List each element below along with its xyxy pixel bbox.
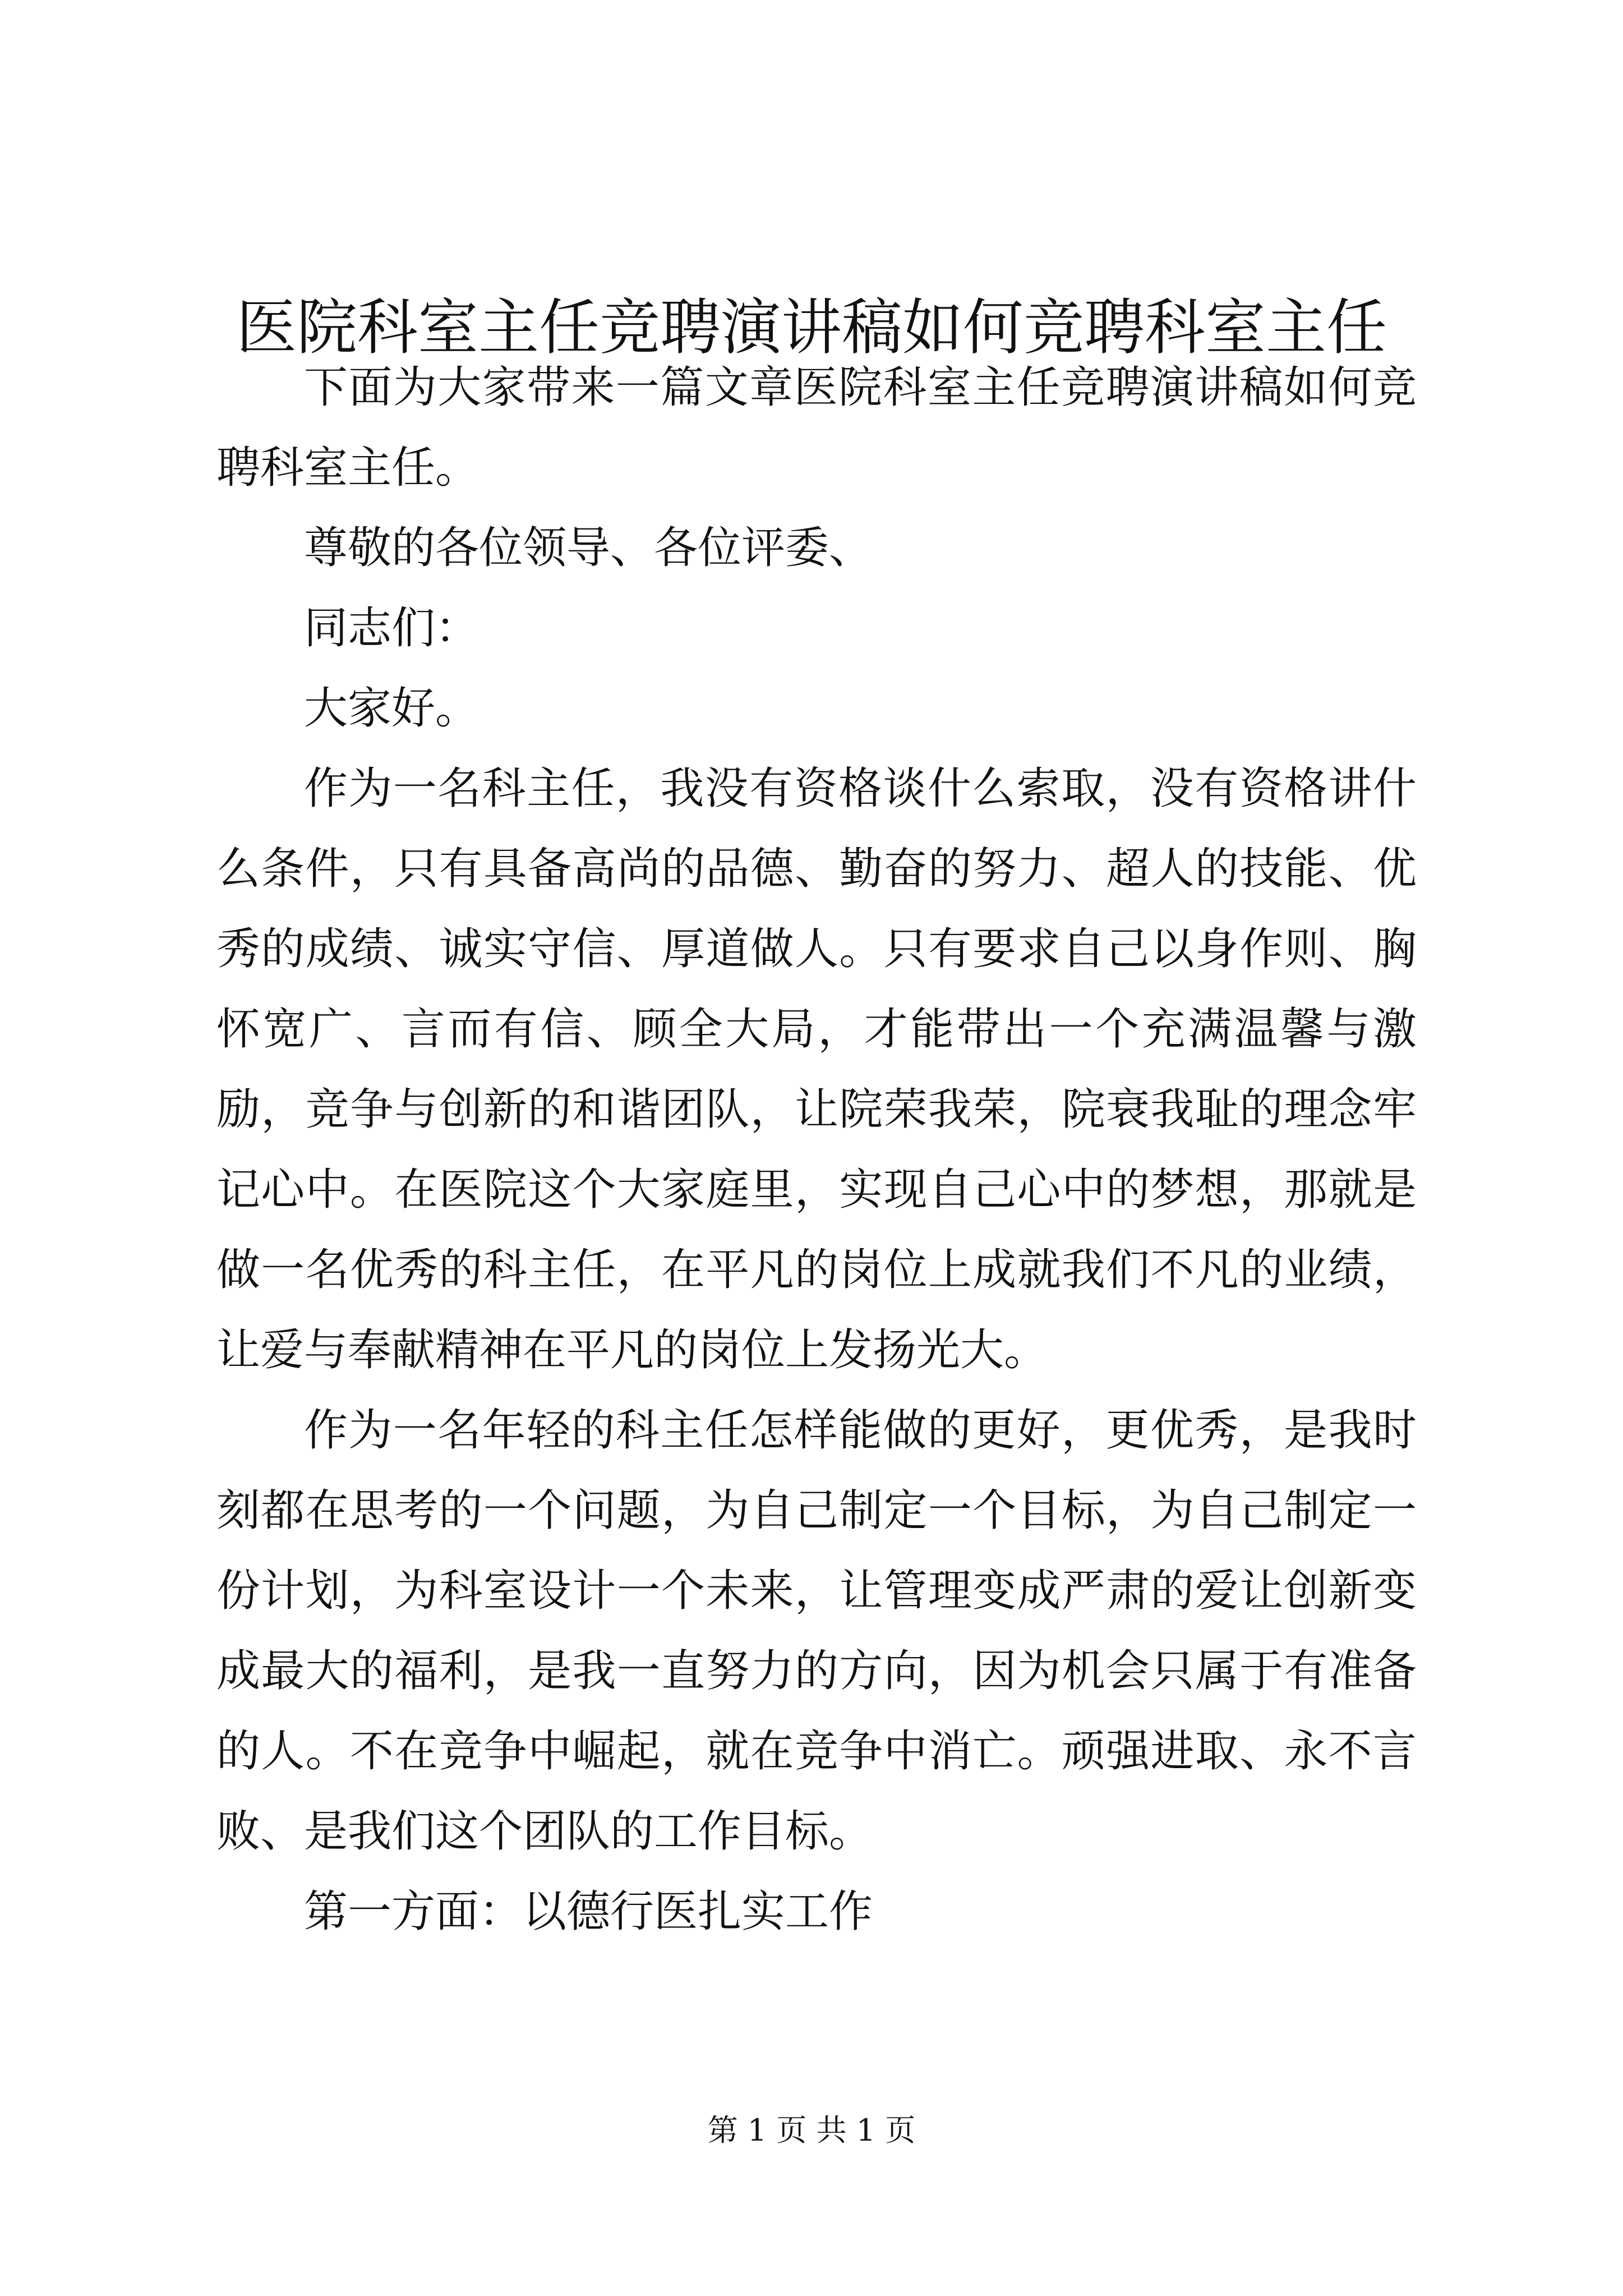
paragraph-section-heading: 第一方面：以德行医扎实工作: [304, 1887, 873, 1937]
page-title: 医院科室主任竞聘演讲稿如何竞聘科室主任: [236, 293, 1387, 363]
document-body: [216, 348, 1417, 1952]
paragraph-intro: 下面为大家带来一篇文章医院科室主任竞聘演讲稿如何竞聘科室主任。: [216, 362, 1417, 493]
paragraph-salutation: 尊敬的各位领导、各位评委、: [304, 523, 873, 573]
paragraph-body-2: 作为一名年轻的科主任怎样能做的更好，更优秀，是我时刻都在思考的一个问题，为自己制定一个目标，为自己制定一份计划，为科室设计一个未来，让管理变成严肃的爱让创新变成最大的福利，是我一直努力的方向，因为机会只属于有准备的人。不在竞争中崛起，就在竞争中消亡。顽强进取、永不言败、是我们这个团队的工作目标。: [216, 1405, 1417, 1857]
page-footer: 第 1 页 共 1 页: [707, 2113, 916, 2148]
paragraph-greeting: 大家好。: [304, 683, 479, 734]
paragraph-body-1: 作为一名科主任，我没有资格谈什么索取，没有资格讲什么条件，只有具备高尚的品德、勤奋的努力、超人的技能、优秀的成绩、诚实守信、厚道做人。只有要求自己以身作则、胸怀宽广、言而有信、顾全大局，才能带出一个充满温馨与激励，竞争与创新的和谐团队，让院荣我荣，院衰我耻的理念牢记心中。在医院这个大家庭里，实现自己心中的梦想，那就是做一名优秀的科主任，在平凡的岗位上成就我们不凡的业绩，让爱与奉献精神在平凡的岗位上发扬光大。: [216, 763, 1417, 1375]
paragraph-comrades: 同志们：: [304, 603, 479, 654]
